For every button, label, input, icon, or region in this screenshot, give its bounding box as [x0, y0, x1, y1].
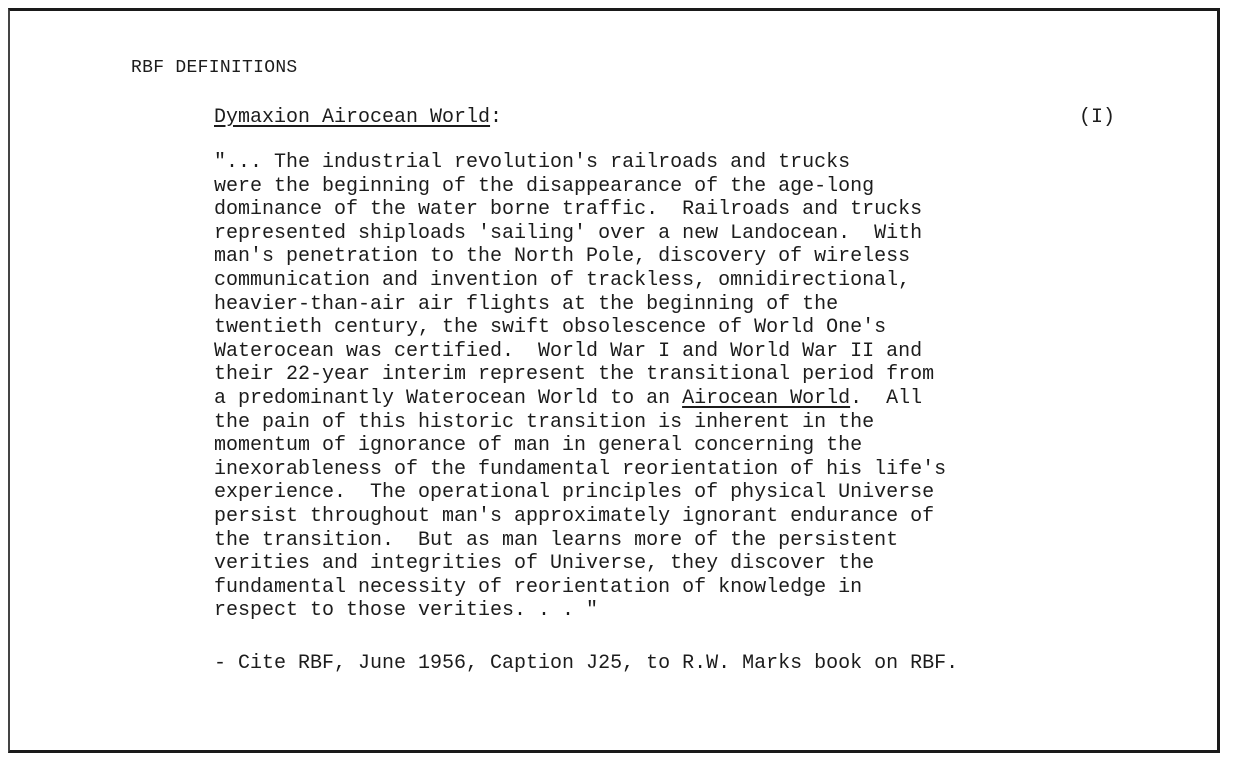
- quote-text: fundamental necessity of reorientation of knowledge in: [214, 575, 863, 599]
- quote-line: [214, 552, 946, 576]
- quote-text: respect to those verities. . . ": [214, 599, 599, 623]
- quote-line: [214, 245, 946, 269]
- quote-line: [214, 151, 946, 175]
- quote-text: were the beginning of the disappearance of the age-long: [214, 174, 875, 198]
- quote-line: [214, 293, 946, 317]
- quote-line: [214, 458, 946, 482]
- quote-text: momentum of ignorance of man in general concerning the: [214, 434, 863, 458]
- quote-line: [214, 222, 946, 246]
- quote-text: twentieth century, the swift obsolescence of World One's: [214, 316, 887, 340]
- quote-text: inexorableness of the fundamental reorientation of his life's: [214, 457, 947, 481]
- quote-line: [214, 529, 946, 553]
- quote-line: [214, 269, 946, 293]
- quote-line: [214, 340, 946, 364]
- quote-line: [214, 505, 946, 529]
- quote-text: dominance of the water borne traffic. Railroads and trucks: [214, 198, 923, 222]
- quote-text: heavier-than-air air flights at the beginning of the: [214, 292, 839, 316]
- term-suffix: :: [490, 106, 503, 129]
- quote-text: . All: [850, 386, 923, 410]
- quote-line: [214, 198, 946, 222]
- quote-text: experience. The operational principles of physical Universe: [214, 481, 935, 505]
- quote-text: verities and integrities of Universe, they discover the: [214, 552, 875, 576]
- quote-line: [214, 387, 946, 411]
- quote-text: their 22-year interim represent the transitional period from: [214, 363, 935, 387]
- quote-line: [214, 316, 946, 340]
- card-number: (I): [1079, 106, 1116, 129]
- quote-text: the pain of this historic transition is inherent in the: [214, 410, 875, 434]
- quote-line: [214, 175, 946, 199]
- quote-text: "... The industrial revolution's railroads and trucks: [214, 151, 851, 174]
- page-heading: RBF DEFINITIONS: [131, 58, 298, 78]
- quote-line: [214, 481, 946, 505]
- quote-text: represented shiploads 'sailing' over a new Landocean. With: [214, 221, 923, 245]
- quote-text: a predominantly Waterocean World to an: [214, 386, 683, 410]
- quote-line: [214, 599, 946, 623]
- quote-line: [214, 576, 946, 600]
- quote-line: [214, 363, 946, 387]
- term-name: Dymaxion Airocean World: [214, 106, 491, 129]
- underlined-term: Airocean World: [682, 386, 851, 410]
- definition-quote: [214, 151, 946, 623]
- quote-text: Waterocean was certified. World War I and World War II and: [214, 339, 923, 363]
- quote-text: man's penetration to the North Pole, discovery of wireless: [214, 245, 911, 269]
- quote-text: the transition. But as man learns more of the persistent: [214, 528, 899, 552]
- quote-text: persist throughout man's approximately ignorant endurance of: [214, 504, 935, 528]
- quote-line: [214, 434, 946, 458]
- definition-term: [214, 106, 502, 129]
- citation: - Cite RBF, June 1956, Caption J25, to R.W. Marks book on RBF.: [214, 652, 959, 675]
- quote-line: [214, 411, 946, 435]
- quote-text: communication and invention of trackless, omnidirectional,: [214, 268, 911, 292]
